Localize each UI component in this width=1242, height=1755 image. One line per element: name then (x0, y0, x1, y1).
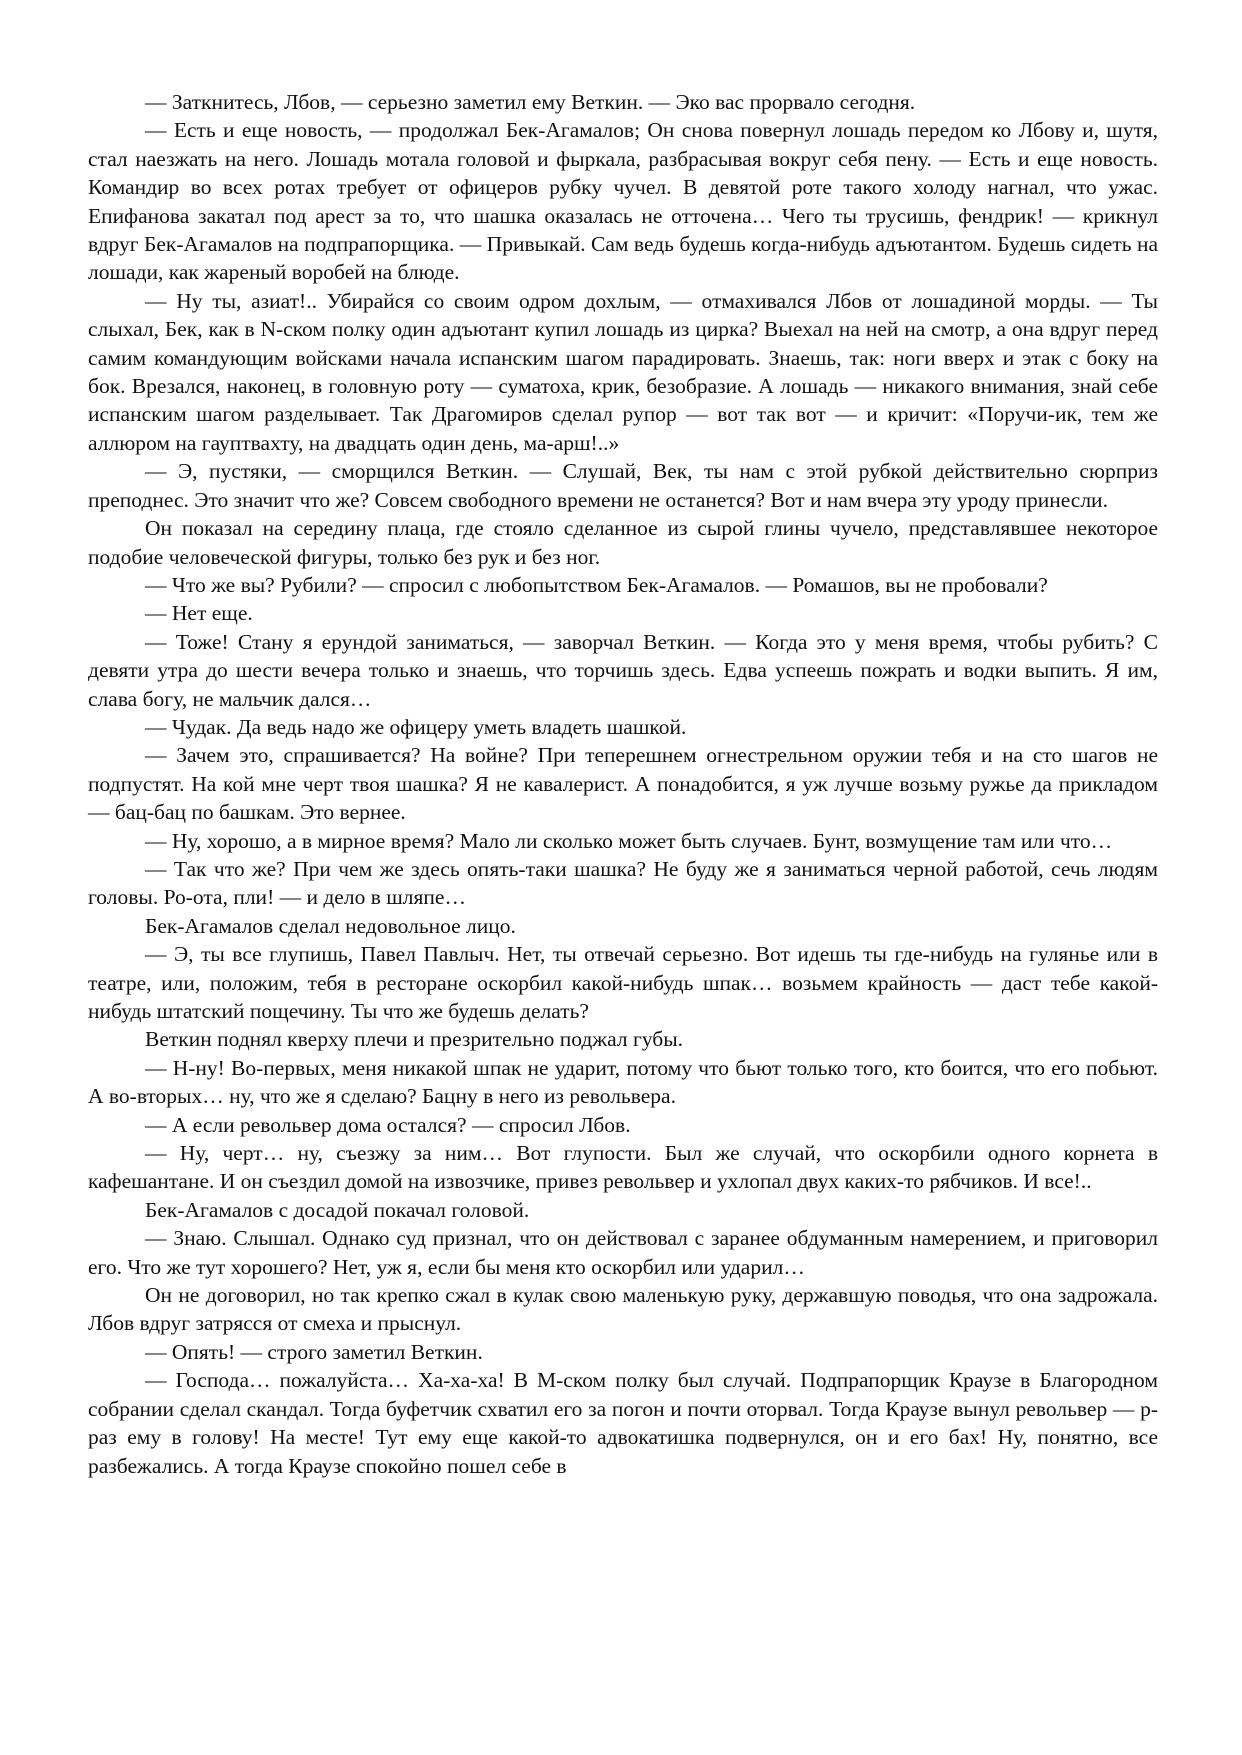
paragraph: — Нет еще. (145, 601, 253, 626)
paragraph: — Тоже! Стану я ерундой заниматься, — заворчал Веткин. — Когда это у меня время, чтобы рубить? С девяти утра до шести вечера только и знаешь, что торчишь здесь. Едва успеешь пожрать и водки выпить. Я им, слава богу, не мальчик дался… (88, 629, 1158, 711)
paragraph: Веткин поднял кверху плечи и презрительно поджал губы. (145, 1027, 684, 1052)
paragraph: — Есть и еще новость, — продолжал Бек-Агамалов; Он снова повернул лошадь передом ко Лбову и, шутя, стал наезжать на него. Лошадь мотала головой и фыркала, разбрасывая вокруг себя пену. — Есть и еще новость. Командир во всех ротах требует от офицеров рубку чучел. В девятой роте такого холоду нагнал, что ужас. Епифанова закатал под арест за то, что шашка оказалась не отточена… Чего ты трусишь, фендрик! — крикнул вдруг Бек-Агамалов на подпрапорщика. — Привыкай. Сам ведь будешь когда-нибудь адъютантом. Будешь сидеть на лошади, как жареный воробей на блюде. (88, 118, 1158, 285)
paragraph: — Ну ты, азиат!.. Убирайся со своим одром дохлым, — отмахивался Лбов от лошадиной морды. — Ты слыхал, Бек, как в N-ском полку один адъютант купил лошадь из цирка? Выехал на ней на смотр, а она вдруг перед самим командующим войсками начала испанским шагом парадировать. Знаешь, так: ноги вверх и этак с боку на бок. Врезался, наконец, в головную роту — суматоха, крик, безобразие. А лошадь — никакого внимания, знай себе испанским шагом разделывает. Так Драгомиров сделал рупор — вот так вот — и кричит: «Поручи-ик, тем же аллюром на гауптвахту, на двадцать один день, ма-арш!..» (88, 288, 1158, 455)
paragraph: — Н-ну! Во-первых, меня никакой шпак не ударит, потому что бьют только того, кто боится, что его побьют. А во-вторых… ну, что же я сделаю? Бацну в него из револьвера. (88, 1055, 1158, 1109)
paragraph: — Э, пустяки, — сморщился Веткин. — Слушай, Век, ты нам с этой рубкой действительно сюрприз преподнес. Это значит что же? Совсем свободного времени не останется? Вот и нам вчера эту уроду принесли. (88, 459, 1158, 512)
paragraph: — Зачем это, спрашивается? На войне? При теперешнем огнестрельном оружии тебя и на сто шагов не подпустят. На кой мне черт твоя шашка? Я не кавалерист. А понадобится, я уж лучше возьму ружье да прикладом — бац-бац по башкам. Это вернее. (88, 743, 1158, 825)
paragraph: Он показал на середину плаца, где стояло сделанное из сырой глины чучело, представлявшее некоторое подобие человеческой фигуры, только без рук и без ног. (88, 516, 1158, 569)
paragraph: — Ну, черт… ну, съезжу за ним… Вот глупости. Был же случай, что оскорбили одного корнета в кафешантане. И он съездил домой на извозчике, привез револьвер и ухлопал двух каких-то рябчиков. И все!.. (88, 1141, 1158, 1194)
page-text (88, 88, 1158, 1480)
paragraph: — А если револьвер дома остался? — спросил Лбов. (145, 1112, 631, 1137)
paragraph: — Что же вы? Рубили? — спросил с любопытством Бек-Агамалов. — Ромашов, вы не пробовали? (145, 572, 1048, 597)
paragraph: Бек-Агамалов с досадой покачал головой. (145, 1197, 530, 1222)
paragraph: — Знаю. Слышал. Однако суд признал, что он действовал с заранее обдуманным намерением, и приговорил его. Что же тут хорошего? Нет, уж я, если бы меня кто оскорбил или ударил… (88, 1226, 1158, 1279)
paragraph: — Господа… пожалуйста… Ха-ха-ха! В М-ском полку был случай. Подпрапорщик Краузе в Благородном собрании сделал скандал. Тогда буфетчик схватил его за погон и почти оторвал. Тогда Краузе вынул револьвер — р-раз ему в голову! На месте! Тут ему еще какой-то адвокатишка подвернулся, он и его бах! Ну, понятно, все разбежались. А тогда Краузе спокойно пошел себе в (88, 1368, 1158, 1478)
paragraph: Бек-Агамалов сделал недовольное лицо. (145, 913, 516, 938)
paragraph: — Ну, хорошо, а в мирное время? Мало ли сколько может быть случаев. Бунт, возмущение там или что… (145, 828, 1113, 853)
paragraph: — Заткнитесь, Лбов, — серьезно заметил ему Веткин. — Эко вас прорвало сегодня. (145, 90, 916, 114)
paragraph: — Так что же? При чем же здесь опять-таки шашка? Не буду же я заниматься черной работой, сечь людям головы. Ро-ота, пли! — и дело в шляпе… (88, 856, 1158, 910)
paragraph: Он не договорил, но так крепко сжал в кулак свою маленькую руку, державшую поводья, что она задрожала. Лбов вдруг затрясся от смеха и прыснул. (88, 1283, 1158, 1336)
paragraph: — Э, ты все глупишь, Павел Павлыч. Нет, ты отвечай серьезно. Вот идешь ты где-нибудь на гулянье или в театре, или, положим, тебя в ресторане оскорбил какой-нибудь шпак… возьмем крайность — даст тебе какой-нибудь штатский пощечину. Ты что же будешь делать? (88, 942, 1158, 1023)
paragraph: — Опять! — строго заметил Веткин. (145, 1339, 483, 1364)
paragraph: — Чудак. Да ведь надо же офицеру уметь владеть шашкой. (145, 714, 687, 739)
